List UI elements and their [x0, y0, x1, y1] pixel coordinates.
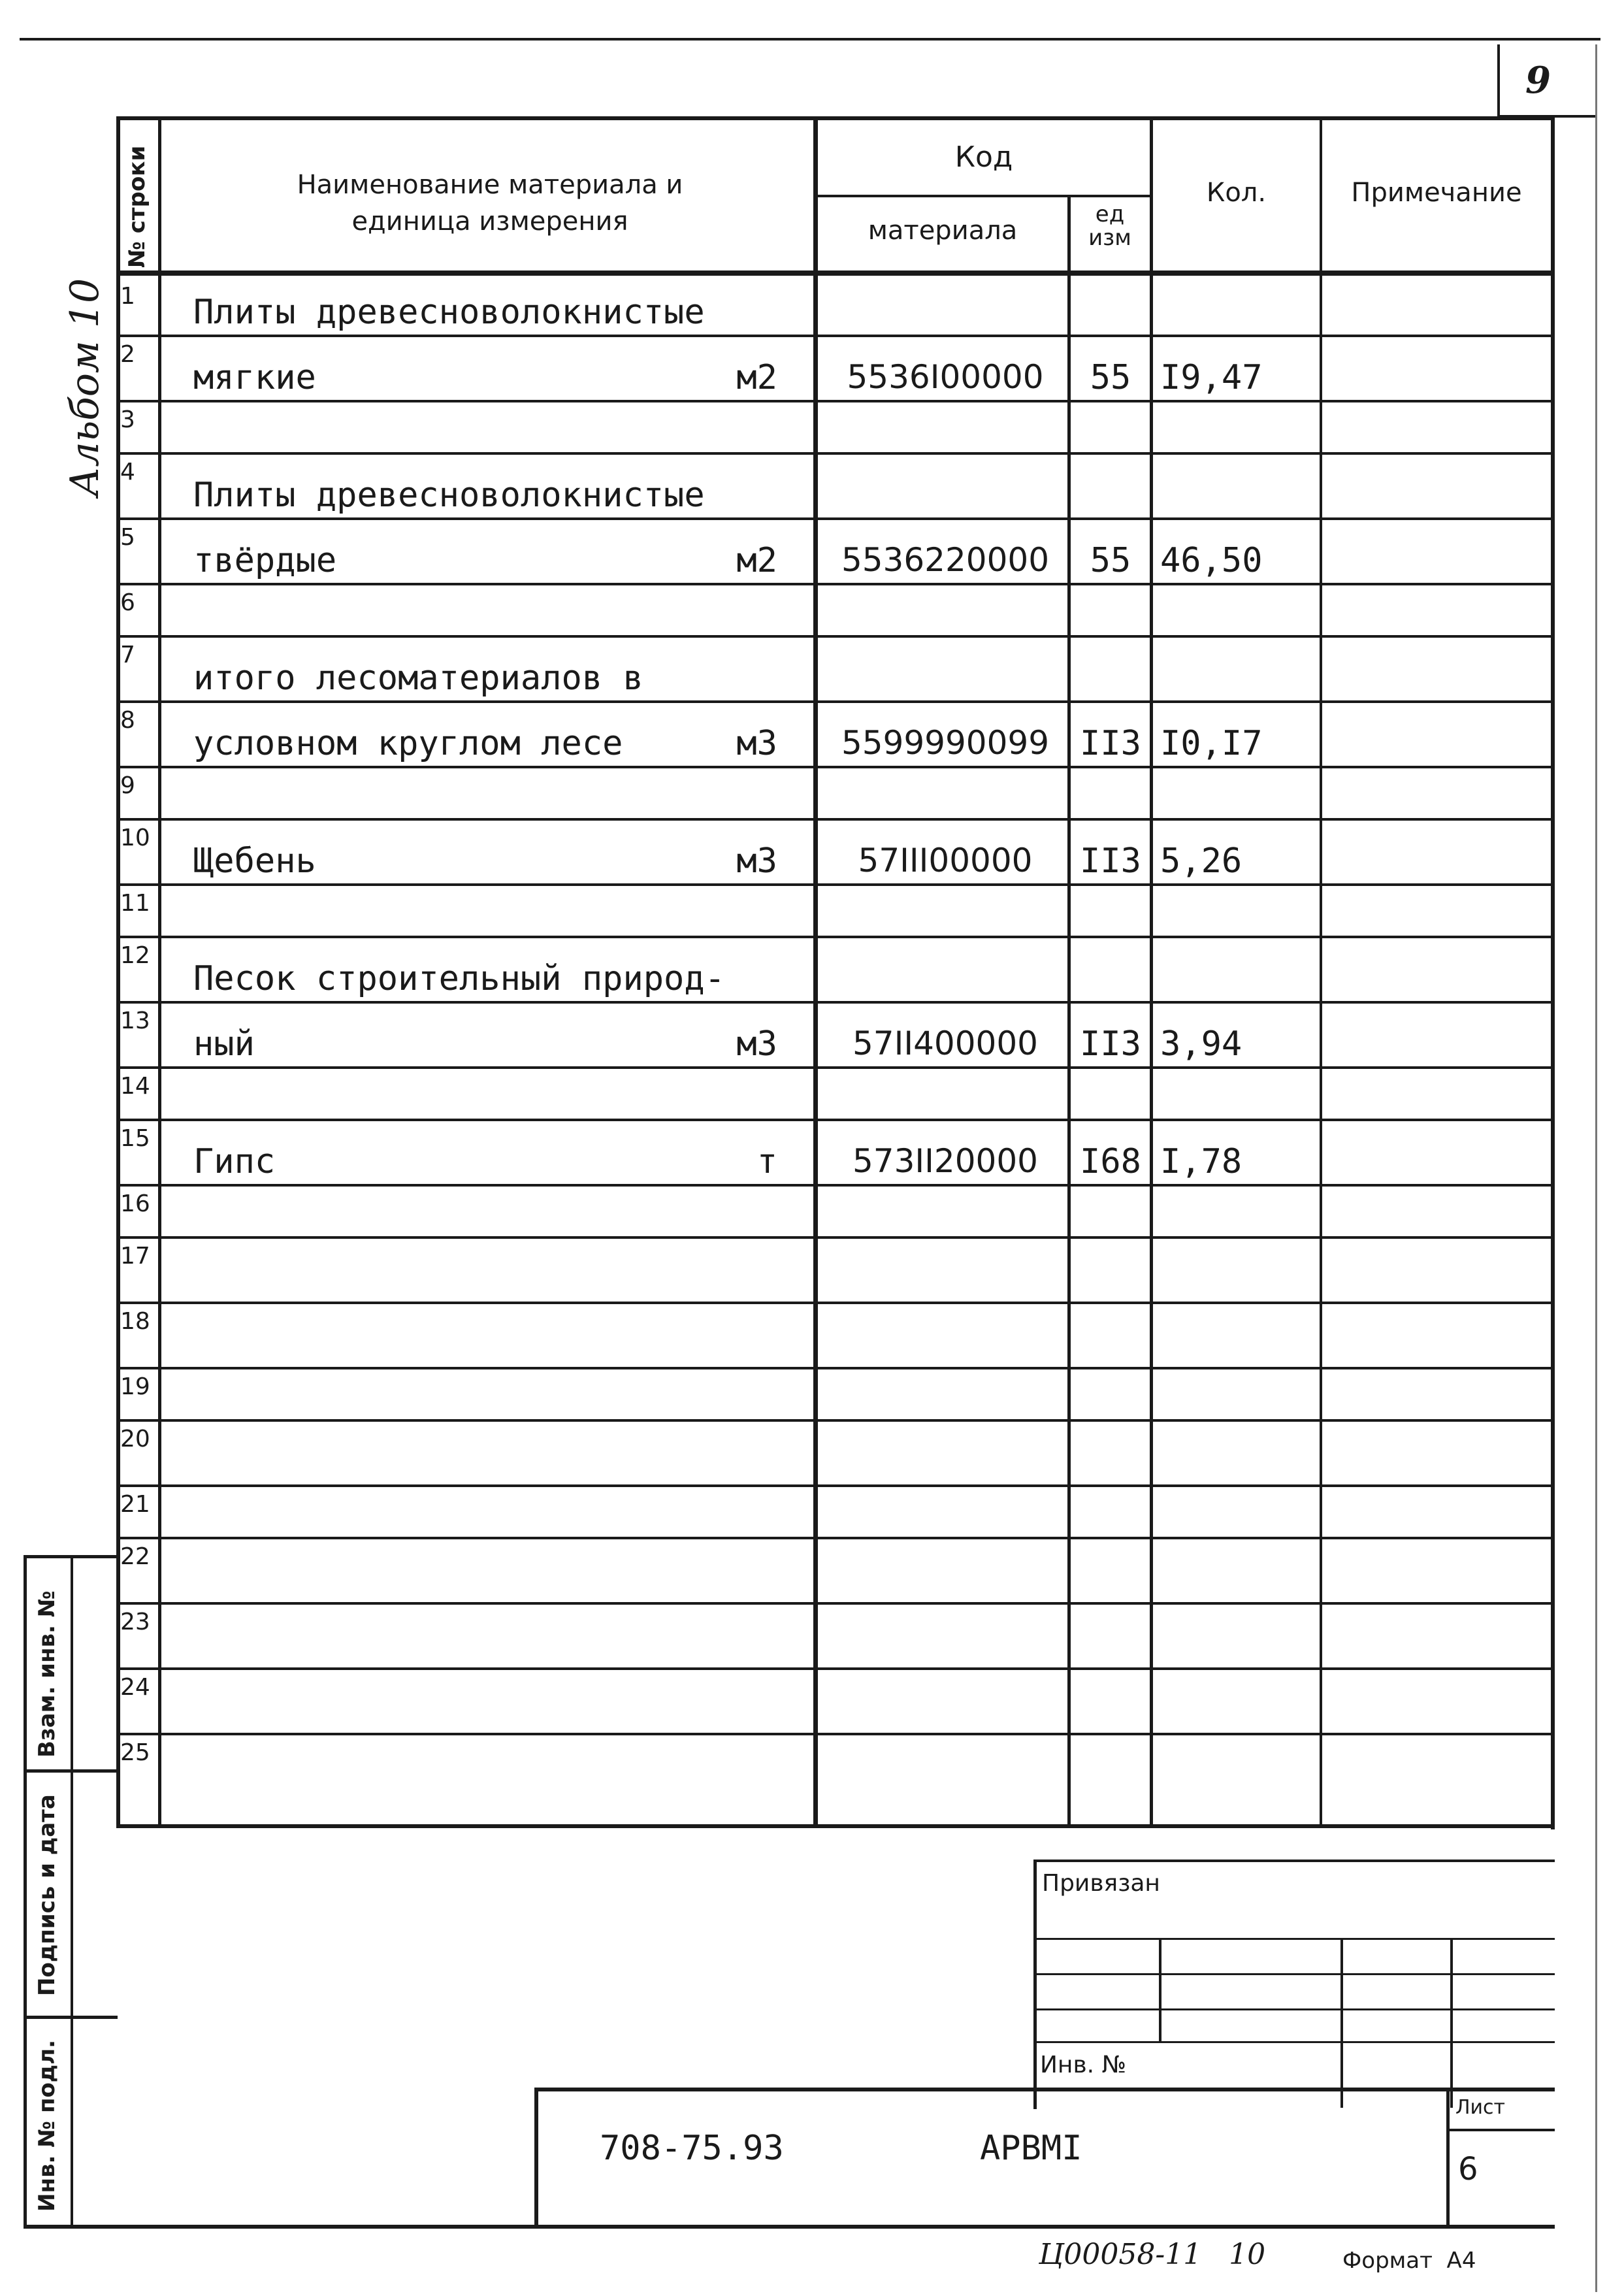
- row-number: 23: [120, 1609, 150, 1635]
- row-number: 16: [120, 1190, 150, 1217]
- table-row: [0, 401, 1624, 453]
- sheet-corner-number: 9: [1525, 59, 1551, 102]
- stamp-podpis-data: Подпись и дата: [34, 1794, 60, 1996]
- material-name: условном круглом лесе: [193, 724, 623, 763]
- material-unit: м3: [736, 724, 777, 763]
- header-code: Код: [954, 140, 1013, 174]
- material-name: Гипс: [193, 1142, 276, 1181]
- material-code: 57II400000: [853, 1024, 1038, 1062]
- row-number: 9: [120, 772, 135, 799]
- row-number: 6: [120, 589, 135, 616]
- table-row: [0, 1002, 1624, 1068]
- doc-mark: АРВМI: [980, 2129, 1082, 2168]
- material-name: мягкие: [193, 358, 316, 397]
- table-row: [0, 1185, 1624, 1237]
- stamp-inv-podl: Инв. № подл.: [34, 2039, 60, 2212]
- table-row: [0, 519, 1624, 584]
- table-row: [0, 819, 1624, 885]
- material-name: Плиты древесноволокнистые: [193, 293, 705, 332]
- format-label: Формат А4: [1342, 2248, 1476, 2274]
- material-name: твёрдые: [193, 541, 337, 580]
- row-number: 24: [120, 1674, 150, 1701]
- stamp-vzam-inv: Взам. инв. №: [34, 1590, 60, 1758]
- material-name: Плиты древесноволокнистые: [193, 476, 705, 515]
- table-row: [0, 1303, 1624, 1368]
- table-row: [0, 1603, 1624, 1669]
- header-code-unit: ед изм: [1088, 201, 1131, 251]
- unit-code: II3: [1080, 1024, 1141, 1064]
- doc-code: 708-75.93: [600, 2129, 784, 2168]
- quantity: I0,I7: [1160, 724, 1263, 763]
- material-name: итого лесоматериалов в: [193, 659, 643, 698]
- table-row: [0, 1538, 1624, 1603]
- row-number: 1: [120, 283, 135, 310]
- quantity: 3,94: [1160, 1024, 1242, 1064]
- header-row-number: № строки: [124, 145, 150, 268]
- table-row: [0, 1068, 1624, 1120]
- row-number: 5: [120, 524, 135, 551]
- header-note: Примечание: [1351, 178, 1522, 208]
- material-name: ный: [193, 1024, 255, 1064]
- table-row: [0, 1120, 1624, 1185]
- quantity: I9,47: [1160, 358, 1263, 397]
- unit-code: II3: [1080, 724, 1141, 763]
- row-number: 3: [120, 406, 135, 433]
- table-row: [0, 278, 1624, 336]
- table-row: [0, 336, 1624, 401]
- handwritten-inventory-note: Ц00058-11 10: [1039, 2238, 1266, 2271]
- row-number: 19: [120, 1373, 150, 1400]
- material-code: 5536I00000: [847, 358, 1044, 396]
- header-quantity: Кол.: [1206, 178, 1267, 208]
- table-row: [0, 937, 1624, 1002]
- label-list: Лист: [1455, 2096, 1506, 2119]
- row-number: 14: [120, 1073, 150, 1100]
- unit-code: I68: [1080, 1142, 1141, 1181]
- unit-code: 55: [1090, 541, 1131, 580]
- material-code: 57III00000: [858, 842, 1033, 879]
- row-number: 11: [120, 890, 150, 917]
- table-row: [0, 453, 1624, 519]
- unit-code: 55: [1090, 358, 1131, 397]
- row-number: 21: [120, 1491, 150, 1518]
- label-privyazan: Привязан: [1042, 1870, 1160, 1897]
- unit-code: II3: [1080, 842, 1141, 881]
- material-code: 573II20000: [853, 1142, 1038, 1180]
- material-code: 5536220000: [841, 541, 1050, 579]
- row-number: 15: [120, 1125, 150, 1152]
- row-number: 17: [120, 1243, 150, 1270]
- quantity: 5,26: [1160, 842, 1242, 881]
- row-number: 12: [120, 942, 150, 969]
- row-number: 25: [120, 1739, 150, 1766]
- row-number: 20: [120, 1426, 150, 1452]
- material-unit: м2: [736, 541, 777, 580]
- album-label: Альбом 10: [62, 278, 108, 497]
- table-row: [0, 885, 1624, 937]
- table-row: [0, 1734, 1624, 1824]
- row-number: 10: [120, 825, 150, 851]
- material-unit: т: [756, 1142, 777, 1181]
- table-row: [0, 636, 1624, 702]
- row-number: 4: [120, 459, 135, 485]
- row-number: 8: [120, 707, 135, 734]
- material-name: Песок строительный природ-: [193, 959, 725, 998]
- table-row: [0, 1669, 1624, 1734]
- table-row: [0, 1486, 1624, 1538]
- material-name: Щебень: [193, 842, 316, 881]
- row-number: 13: [120, 1008, 150, 1034]
- material-unit: м2: [736, 358, 777, 397]
- quantity: 46,50: [1160, 541, 1263, 580]
- row-number: 7: [120, 642, 135, 668]
- table-row: [0, 702, 1624, 767]
- header-code-material: материала: [868, 216, 1018, 246]
- row-number: 2: [120, 341, 135, 368]
- material-unit: м3: [736, 1024, 777, 1064]
- table-row: [0, 767, 1624, 819]
- row-number: 18: [120, 1308, 150, 1335]
- list-number: 6: [1458, 2151, 1478, 2187]
- header-name: Наименование материала и единица измерения: [297, 170, 683, 237]
- material-unit: м3: [736, 842, 777, 881]
- quantity: I,78: [1160, 1142, 1242, 1181]
- table-row: [0, 1368, 1624, 1420]
- table-row: [0, 1237, 1624, 1303]
- row-number: 22: [120, 1543, 150, 1570]
- label-inv-no: Инв. №: [1040, 2052, 1127, 2078]
- material-code: 5599990099: [841, 724, 1050, 762]
- table-row: [0, 584, 1624, 636]
- table-row: [0, 1420, 1624, 1486]
